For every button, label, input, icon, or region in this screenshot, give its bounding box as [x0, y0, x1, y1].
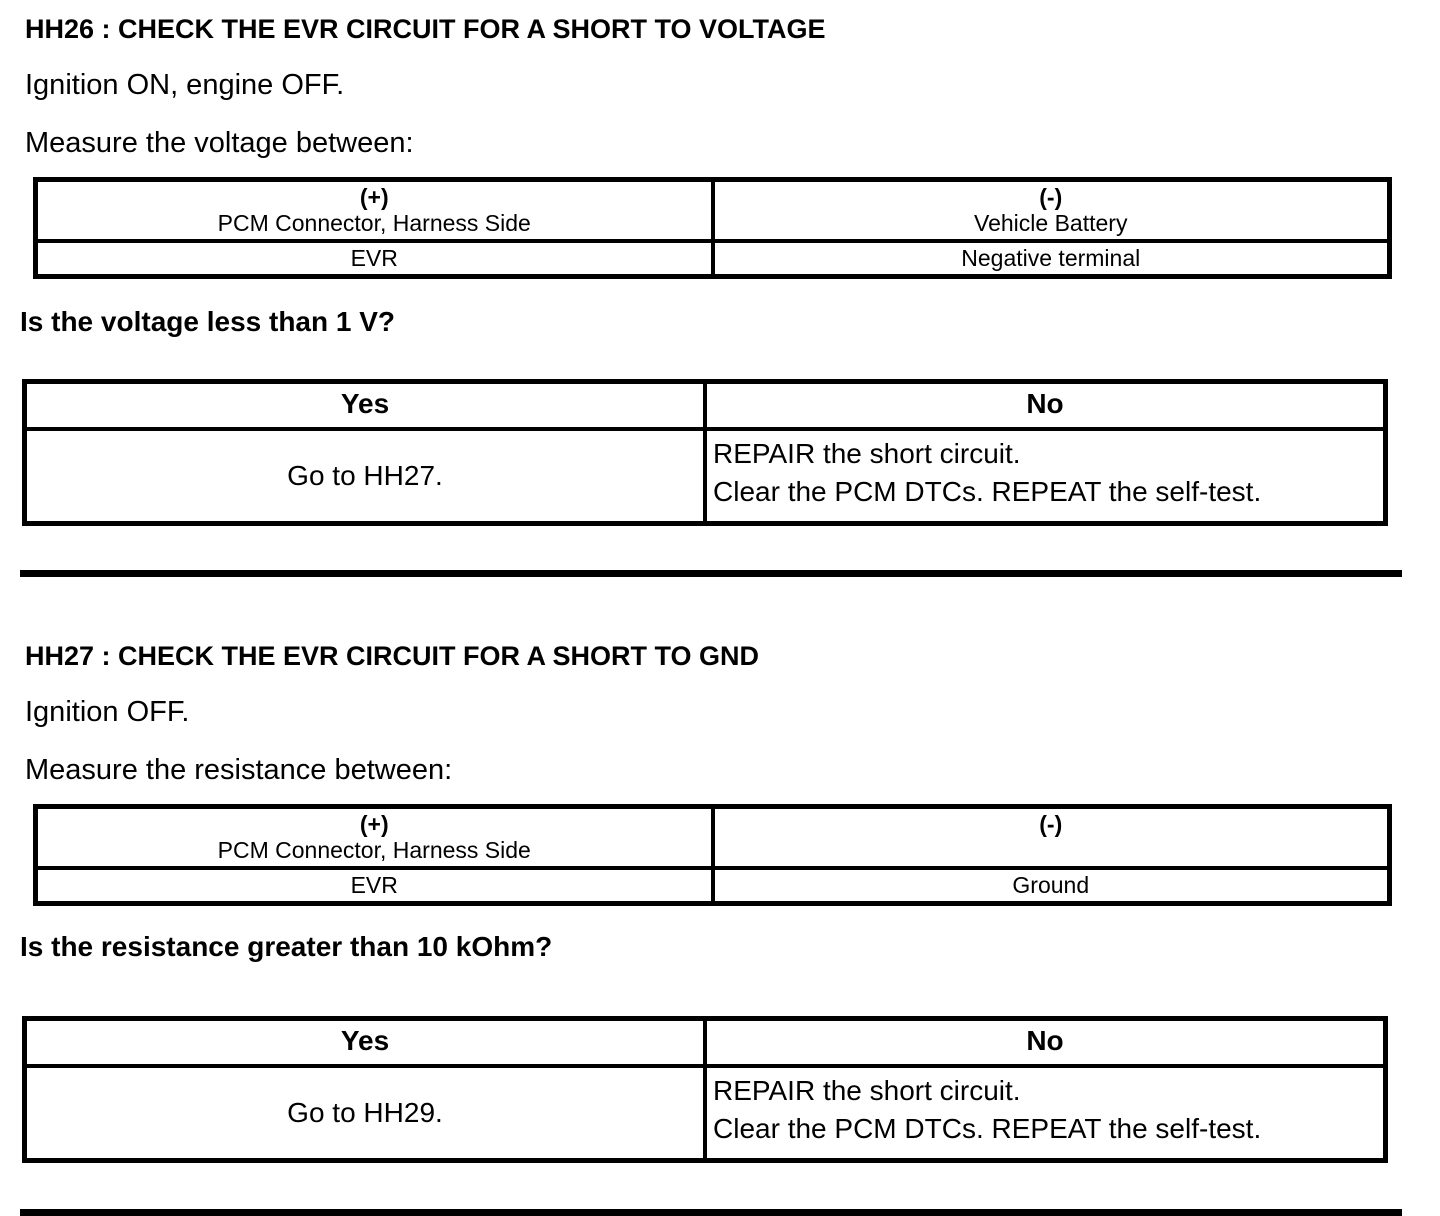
section-hh27	[0, 641, 1440, 1163]
section-divider	[20, 570, 1402, 577]
negative-sign: (-)	[1039, 811, 1063, 837]
page-end-divider	[20, 1209, 1402, 1216]
test-question-hh27: Is the resistance greater than 10 kOhm?	[20, 931, 553, 962]
yes-action: Go to HH27.	[25, 429, 706, 524]
result-action-row	[25, 1066, 1386, 1161]
positive-lead-header	[36, 807, 713, 869]
measurement-table-hh26	[33, 177, 1392, 279]
positive-lead-label: PCM Connector, Harness Side	[217, 210, 531, 236]
yes-header: Yes	[25, 1019, 706, 1067]
no-action-line: Clear the PCM DTCs. REPEAT the self-test.	[713, 1113, 1262, 1144]
measurement-value-row	[36, 868, 1390, 904]
yes-action: Go to HH29.	[25, 1066, 706, 1161]
test-question-hh26: Is the voltage less than 1 V?	[20, 306, 396, 337]
result-header-row	[25, 382, 1386, 430]
positive-lead-label: PCM Connector, Harness Side	[217, 837, 531, 863]
positive-sign: (+)	[359, 184, 389, 210]
instruction-line: Measure the resistance between:	[25, 754, 453, 786]
no-action	[705, 1066, 1386, 1161]
result-table-hh27	[22, 1016, 1388, 1163]
no-action-line: REPAIR the short circuit.	[713, 1075, 1021, 1106]
step-heading-hh27: HH27 : CHECK THE EVR CIRCUIT FOR A SHORT TO GND	[25, 641, 760, 671]
yes-header: Yes	[25, 382, 706, 430]
negative-lead-value: Ground	[713, 868, 1390, 904]
positive-lead-header	[36, 180, 713, 242]
section-hh26	[0, 14, 1440, 526]
negative-sign: (-)	[1039, 184, 1063, 210]
no-action	[705, 429, 1386, 524]
instruction-line: Measure the voltage between:	[25, 127, 414, 159]
measurement-table-hh27	[33, 804, 1392, 906]
no-action-line: REPAIR the short circuit.	[713, 438, 1021, 469]
negative-lead-header	[713, 807, 1390, 869]
negative-lead-value: Negative terminal	[713, 241, 1390, 277]
measurement-value-row	[36, 241, 1390, 277]
step-heading-hh26: HH26 : CHECK THE EVR CIRCUIT FOR A SHORT TO VOLTAGE	[25, 14, 826, 44]
result-header-row	[25, 1019, 1386, 1067]
result-table-hh26	[22, 379, 1388, 526]
result-action-row	[25, 429, 1386, 524]
measurement-header-row	[36, 807, 1390, 869]
negative-lead-header	[713, 180, 1390, 242]
document-page	[0, 14, 1440, 1208]
positive-lead-value: EVR	[36, 868, 713, 904]
positive-sign: (+)	[359, 811, 389, 837]
negative-lead-label	[719, 837, 1384, 863]
measurement-header-row	[36, 180, 1390, 242]
positive-lead-value: EVR	[36, 241, 713, 277]
negative-lead-label: Vehicle Battery	[974, 210, 1128, 236]
no-header: No	[705, 1019, 1386, 1067]
instruction-line: Ignition ON, engine OFF.	[25, 69, 345, 101]
no-header: No	[705, 382, 1386, 430]
instruction-line: Ignition OFF.	[25, 696, 190, 728]
no-action-line: Clear the PCM DTCs. REPEAT the self-test.	[713, 476, 1262, 507]
